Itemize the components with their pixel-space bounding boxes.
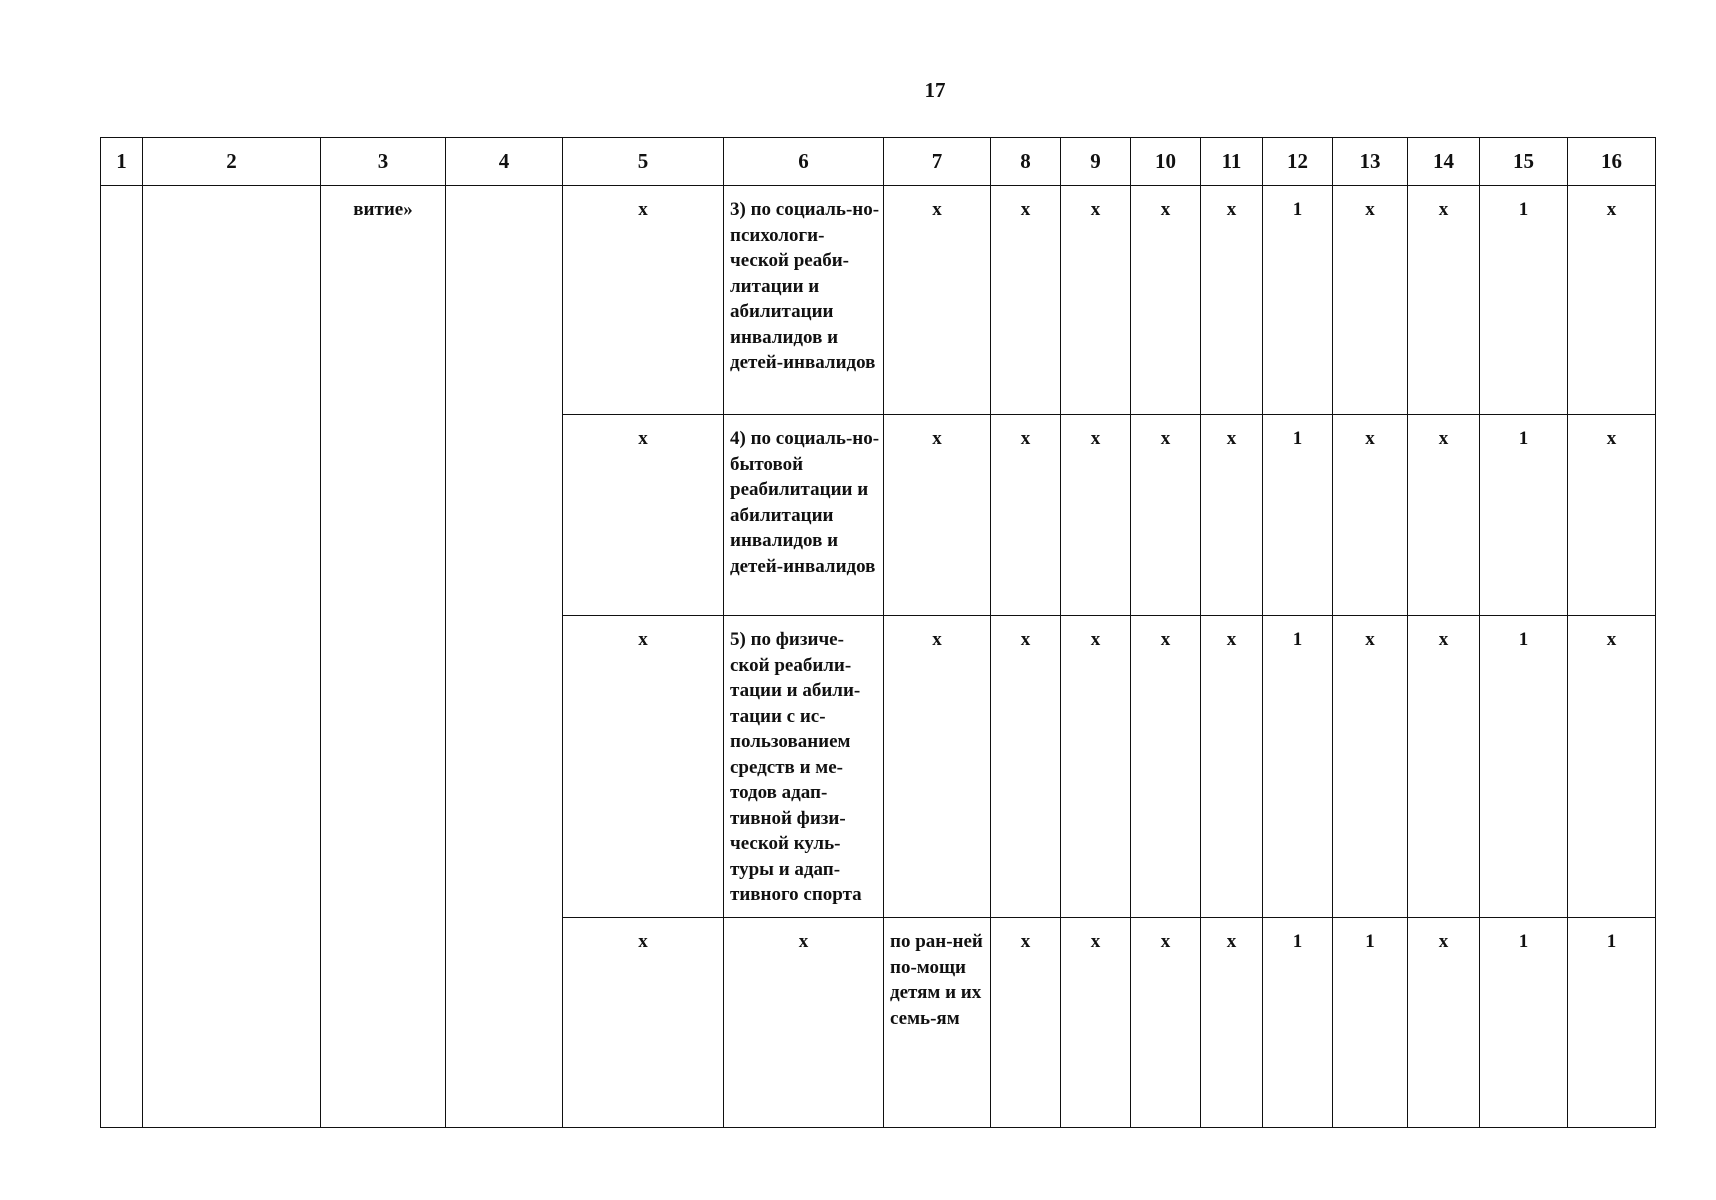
cell-col-7: x — [884, 186, 991, 415]
cell-col-6: 3) по социаль-но-психологи-ческой реаби-литации и абилитации инвалидов и детей-инвалидов — [724, 186, 884, 415]
page-number: 17 — [924, 78, 946, 102]
cell-col-9: x — [1061, 918, 1131, 1128]
cell-col-10: x — [1131, 186, 1201, 415]
header-col-4: 4 — [446, 138, 563, 186]
cell-col-4 — [446, 186, 563, 1128]
cell-col-16: x — [1568, 415, 1656, 616]
cell-col-11: x — [1201, 186, 1263, 415]
cell-col-5: x — [563, 616, 724, 918]
header-col-9: 9 — [1061, 138, 1131, 186]
cell-col-1 — [101, 186, 143, 1128]
cell-col-14: x — [1408, 186, 1480, 415]
header-col-5: 5 — [563, 138, 724, 186]
cell-col-13: x — [1333, 616, 1408, 918]
header-col-13: 13 — [1333, 138, 1408, 186]
cell-col-7: x — [884, 415, 991, 616]
cell-col-6: 4) по социаль-но-бытовой реабилитации и абилитации инвалидов и детей-инвалидов — [724, 415, 884, 616]
cell-col-15: 1 — [1480, 918, 1568, 1128]
cell-col-14: x — [1408, 616, 1480, 918]
cell-col-10: x — [1131, 616, 1201, 918]
cell-col-8: x — [991, 415, 1061, 616]
header-col-10: 10 — [1131, 138, 1201, 186]
header-col-2: 2 — [143, 138, 321, 186]
header-col-16: 16 — [1568, 138, 1656, 186]
table-row — [101, 186, 1656, 415]
cell-col-9: x — [1061, 186, 1131, 415]
cell-col-14: x — [1408, 415, 1480, 616]
cell-col-5: x — [563, 918, 724, 1128]
cell-col-15: 1 — [1480, 415, 1568, 616]
cell-col-5: x — [563, 415, 724, 616]
data-table — [100, 137, 1656, 1128]
header-col-6: 6 — [724, 138, 884, 186]
cell-col-2 — [143, 186, 321, 1128]
cell-col-10: x — [1131, 918, 1201, 1128]
cell-col-10: x — [1131, 415, 1201, 616]
cell-col-5: x — [563, 186, 724, 415]
cell-col-3: витие» — [321, 186, 446, 1128]
cell-col-15: 1 — [1480, 186, 1568, 415]
cell-col-7: по ран-ней по-мощи детям и их семь-ям — [884, 918, 991, 1128]
header-col-3: 3 — [321, 138, 446, 186]
cell-col-13: 1 — [1333, 918, 1408, 1128]
cell-col-8: x — [991, 918, 1061, 1128]
cell-col-6: 5) по физиче-ской реабили-тации и абили-тации с ис-пользованием средств и ме-тодов адап-тивной физи-ческой куль-туры и адап-тивного спорта — [724, 616, 884, 918]
cell-col-12: 1 — [1263, 415, 1333, 616]
cell-col-12: 1 — [1263, 186, 1333, 415]
header-col-12: 12 — [1263, 138, 1333, 186]
cell-col-9: x — [1061, 415, 1131, 616]
cell-col-6: x — [724, 918, 884, 1128]
cell-col-8: x — [991, 616, 1061, 918]
cell-col-16: 1 — [1568, 918, 1656, 1128]
cell-col-16: x — [1568, 616, 1656, 918]
cell-col-11: x — [1201, 415, 1263, 616]
header-col-7: 7 — [884, 138, 991, 186]
cell-col-13: x — [1333, 415, 1408, 616]
cell-col-7: x — [884, 616, 991, 918]
header-col-15: 15 — [1480, 138, 1568, 186]
cell-col-11: x — [1201, 918, 1263, 1128]
cell-col-16: x — [1568, 186, 1656, 415]
header-row — [101, 138, 1656, 186]
cell-col-12: 1 — [1263, 918, 1333, 1128]
cell-col-9: x — [1061, 616, 1131, 918]
header-col-8: 8 — [991, 138, 1061, 186]
cell-col-8: x — [991, 186, 1061, 415]
header-col-14: 14 — [1408, 138, 1480, 186]
cell-col-15: 1 — [1480, 616, 1568, 918]
header-col-1: 1 — [101, 138, 143, 186]
header-col-11: 11 — [1201, 138, 1263, 186]
cell-col-13: x — [1333, 186, 1408, 415]
cell-col-11: x — [1201, 616, 1263, 918]
cell-col-12: 1 — [1263, 616, 1333, 918]
cell-col-14: x — [1408, 918, 1480, 1128]
